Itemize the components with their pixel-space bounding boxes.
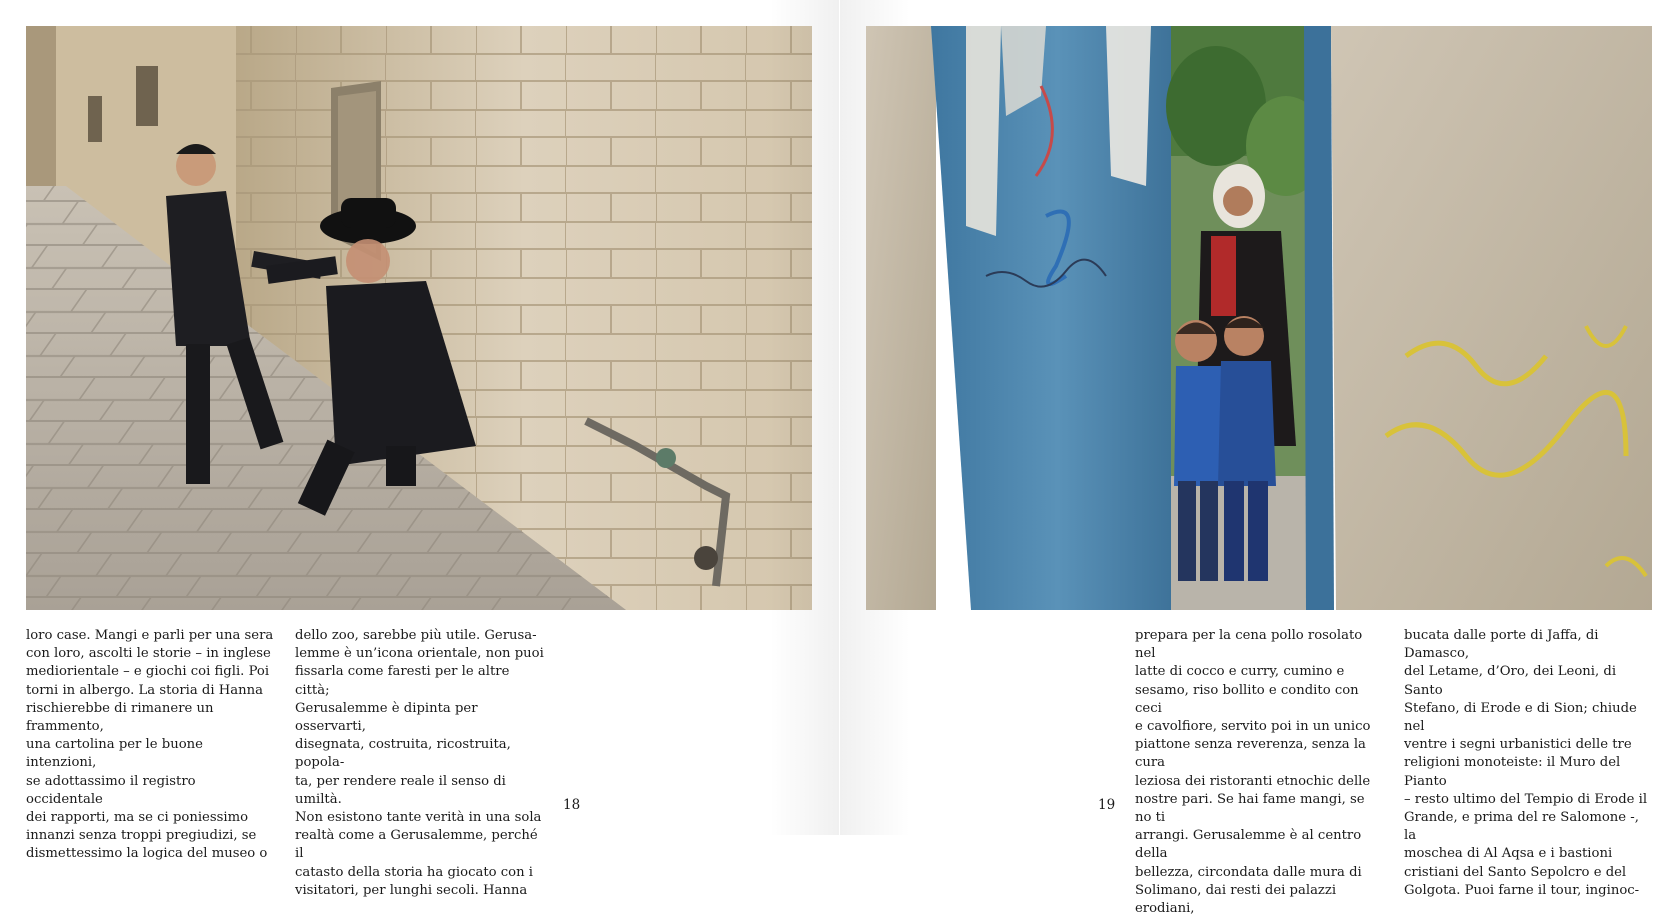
page-number-left: 18: [563, 797, 581, 813]
left-column-1: loro case. Mangi e parli per una sera con loro, ascolti le storie – in inglese mediorientale – e giochi coi figli. Poi torni in albergo. La storia di Hanna rischierebbe di rimanere un frammento, una cartolina per le buone intenzioni, se adottassimo il registro occidentale dei rapporti, ma se ci poniessimo innanzi senza troppi pregiudizi, se dismettessimo la logica del museo o: [26, 628, 274, 862]
page-number-right: 19: [1098, 797, 1116, 813]
right-column-2: bucata dalle porte di Jaffa, di Damasco, del Letame, d’Oro, dei Leoni, di Santo Stefano, di Erode e di Sion; chiude nel ventre i segni urbanistici delle tre religioni monoteiste: il Muro del Pianto – resto ultimo del Tempio di Erode il Grande, e prima del re Salomone -, la moschea di Al Aqsa e i bastioni cristiani del Santo Sepolcro e del Golgota. Puoi farne il tour, inginoc-: [1404, 628, 1648, 898]
right-page: [840, 0, 1679, 917]
left-column-2: dello zoo, sarebbe più utile. Gerusa- lemme è un’icona orientale, non puoi fissarla come faresti per le altre città; Gerusalemme è dipinta per osservarti, disegnata, costruita, ricostruita, popola- ta, per rendere reale il senso di umiltà. Non esistono tante verità in una sola realtà come a Gerusalemme, perché il catasto della storia ha giocato con i visitatori, per lunghi secoli. Hanna: [295, 628, 544, 898]
photo-children-at-blue-door: [866, 26, 1652, 610]
left-page: [0, 0, 839, 898]
right-column-1: prepara per la cena pollo rosolato nel latte di cocco e curry, cumino e sesamo, riso bollito e condito con ceci e cavolfiore, servito poi in un unico piattone senza reverenza, senza la cura leziosa dei ristoranti etnochic delle nostre pari. Se hai fame mangi, se no ti arrangi. Gerusalemme è al centro della bellezza, circondata dalle mura di Solimano, dai resti dei palazzi erodiani,: [1135, 628, 1371, 917]
photo-boys-in-alley: [26, 26, 812, 610]
